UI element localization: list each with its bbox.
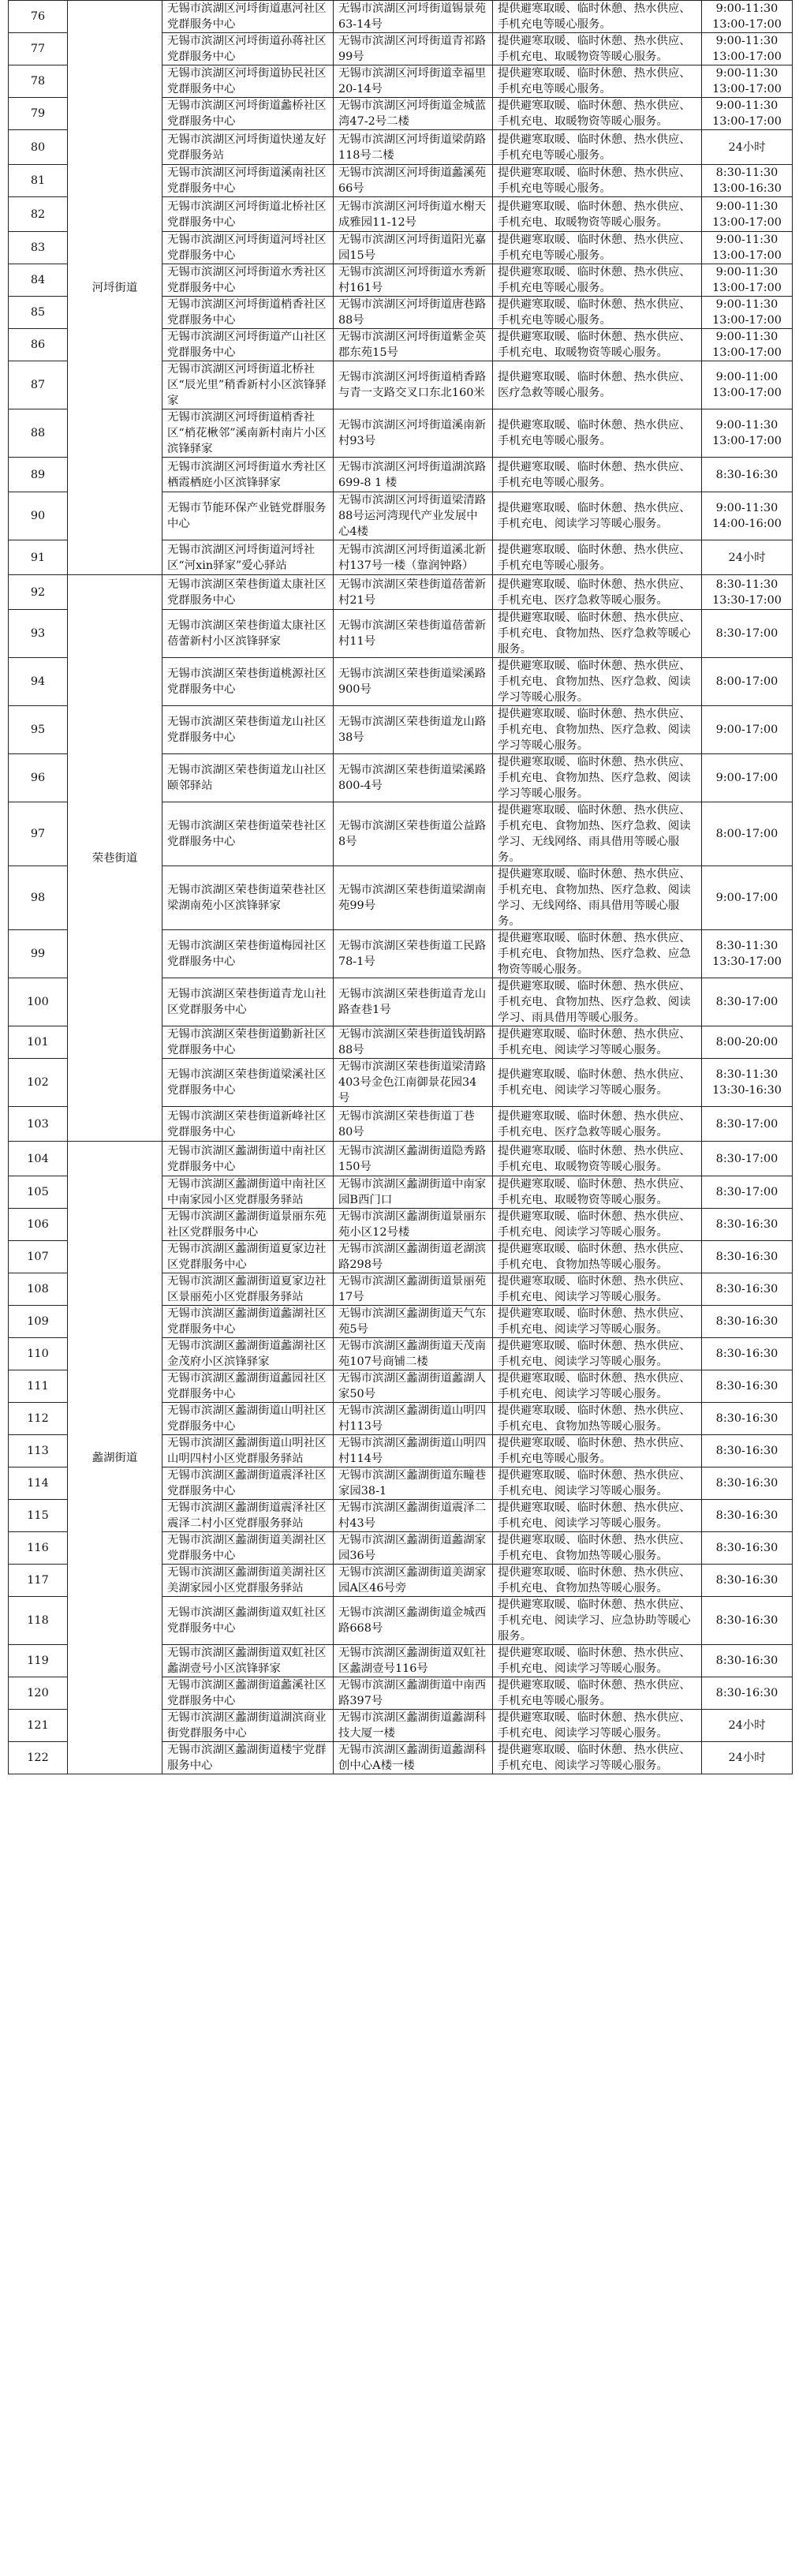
opening-hours: 9:00-11:30 13:00-17:00	[702, 1, 793, 33]
service-point-name: 无锡市滨湖区蠡湖街道双虹社区党群服务中心	[162, 1597, 334, 1645]
service-point-name: 无锡市滨湖区荣巷街道青龙山社区党群服务中心	[162, 978, 334, 1026]
opening-hours: 8:30-17:00	[702, 1176, 793, 1209]
opening-hours: 9:00-17:00	[702, 754, 793, 802]
service-point-address: 无锡市滨湖区河埒街道水榭天成雅园11-12号	[334, 197, 493, 232]
service-description: 提供避寒取暖、临时休憩、热水供应、手机充电、食物加热等暖心服务。	[493, 1532, 702, 1565]
row-number: 117	[9, 1565, 68, 1597]
opening-hours: 9:00-11:30 13:00-17:00	[702, 33, 793, 65]
row-number: 78	[9, 65, 68, 98]
service-description: 提供避寒取暖、临时休憩、热水供应、手机充电等暖心服务。	[493, 232, 702, 264]
service-point-address: 无锡市滨湖区荣巷街道龙山路38号	[334, 706, 493, 754]
service-description: 提供避寒取暖、临时休憩、热水供应、手机充电等暖心服务。	[493, 1677, 702, 1710]
row-number: 108	[9, 1273, 68, 1306]
service-point-name: 无锡市滨湖区河埒街道河埒社区“河xin驿家”爱心驿站	[162, 540, 334, 575]
row-number: 77	[9, 33, 68, 65]
row-number: 97	[9, 802, 68, 866]
service-point-address: 无锡市滨湖区荣巷街道梁溪路900号	[334, 658, 493, 706]
service-description: 提供避寒取暖、临时休憩、热水供应、手机充电、食物加热等暖心服务。	[493, 1403, 702, 1435]
service-point-address: 无锡市滨湖区河埒街道蠡溪苑66号	[334, 165, 493, 197]
service-description: 提供避寒取暖、临时休憩、热水供应、手机充电、食物加热、医疗急救、应急物资等暖心服务。	[493, 930, 702, 978]
street-name: 蠡湖街道	[68, 1142, 162, 1774]
service-description: 提供避寒取暖、临时休憩、热水供应、手机充电、食物加热、医疗急救、阅读学习等暖心服务。	[493, 658, 702, 706]
service-point-name: 无锡市滨湖区蠡湖街道蠡溪社区党群服务中心	[162, 1677, 334, 1710]
opening-hours: 9:00-11:30 13:00-17:00	[702, 65, 793, 98]
row-number: 95	[9, 706, 68, 754]
service-point-name: 无锡市滨湖区荣巷街道梁溪社区党群服务中心	[162, 1059, 334, 1107]
table-row	[9, 1142, 793, 1176]
service-description: 提供避寒取暖、临时休憩、热水供应、手机充电等暖心服务。	[493, 297, 702, 329]
service-point-name: 无锡市滨湖区蠡湖街道夏家边社区党群服务中心	[162, 1241, 334, 1273]
row-number: 116	[9, 1532, 68, 1565]
opening-hours: 24小时	[702, 540, 793, 575]
row-number: 112	[9, 1403, 68, 1435]
opening-hours: 9:00-11:30 13:00-17:00	[702, 232, 793, 264]
row-number: 87	[9, 361, 68, 409]
row-number: 84	[9, 264, 68, 297]
row-number: 86	[9, 329, 68, 361]
row-number: 111	[9, 1370, 68, 1403]
row-number: 82	[9, 197, 68, 232]
row-number: 90	[9, 492, 68, 540]
service-description: 提供避寒取暖、临时休憩、热水供应、手机充电、取暖物资等暖心服务。	[493, 98, 702, 130]
service-point-address: 无锡市滨湖区蠡湖街道东疃巷家园38-1	[334, 1467, 493, 1500]
opening-hours: 8:30-16:30	[702, 1467, 793, 1500]
service-description: 提供避寒取暖、临时休憩、热水供应、手机充电、食物加热、医疗急救等暖心服务。	[493, 610, 702, 658]
row-number: 91	[9, 540, 68, 575]
service-description: 提供避寒取暖、临时休憩、热水供应、手机充电、食物加热等暖心服务。	[493, 1241, 702, 1273]
service-point-address: 无锡市滨湖区蠡湖街道天茂南苑107号商铺二楼	[334, 1338, 493, 1370]
opening-hours: 8:30-17:00	[702, 1107, 793, 1142]
opening-hours: 8:30-16:30	[702, 1677, 793, 1710]
row-number: 76	[9, 1, 68, 33]
service-point-name: 无锡市滨湖区荣巷街道荣巷社区党群服务中心	[162, 802, 334, 866]
service-point-address: 无锡市滨湖区荣巷街道梁湖南苑99号	[334, 866, 493, 930]
opening-hours: 24小时	[702, 1710, 793, 1742]
service-point-address: 无锡市滨湖区河埒街道幸福里20-14号	[334, 65, 493, 98]
service-point-address: 无锡市滨湖区河埒街道紫金英郡东苑15号	[334, 329, 493, 361]
opening-hours: 8:30-16:30	[702, 1403, 793, 1435]
row-number: 98	[9, 866, 68, 930]
opening-hours: 8:30-16:30	[702, 1645, 793, 1677]
opening-hours: 8:30-16:30	[702, 1565, 793, 1597]
opening-hours: 8:00-17:00	[702, 658, 793, 706]
row-number: 83	[9, 232, 68, 264]
opening-hours: 8:30-11:30 13:00-16:30	[702, 165, 793, 197]
opening-hours: 8:30-16:30	[702, 1597, 793, 1645]
service-point-address: 无锡市滨湖区蠡湖街道老湖滨路298号	[334, 1241, 493, 1273]
service-point-address: 无锡市滨湖区蠡湖街道山明四村113号	[334, 1403, 493, 1435]
service-point-name: 无锡市滨湖区荣巷街道荣巷社区梁湖南苑小区滨锋驿家	[162, 866, 334, 930]
service-point-address: 无锡市滨湖区河埒街道锡景苑63-14号	[334, 1, 493, 33]
service-description: 提供避寒取暖、临时休憩、热水供应、手机充电、阅读学习等暖心服务。	[493, 1370, 702, 1403]
opening-hours: 24小时	[702, 1742, 793, 1774]
service-point-name: 无锡市滨湖区蠡湖街道中南社区党群服务中心	[162, 1142, 334, 1176]
service-description: 提供避寒取暖、临时休憩、热水供应、手机充电等暖心服务。	[493, 165, 702, 197]
service-point-address: 无锡市滨湖区河埒街道溪北新村137号一楼（靠润钟路）	[334, 540, 493, 575]
service-point-address: 无锡市滨湖区河埒街道梁荫路118号二楼	[334, 130, 493, 165]
service-point-name: 无锡市滨湖区荣巷街道龙山社区颐邻驿站	[162, 754, 334, 802]
service-description: 提供避寒取暖、临时休憩、热水供应、手机充电、阅读学习等暖心服务。	[493, 1645, 702, 1677]
service-description: 提供避寒取暖、临时休憩、热水供应、手机充电、阅读学习等暖心服务。	[493, 1467, 702, 1500]
service-description: 提供避寒取暖、临时休憩、热水供应、手机充电、食物加热、医疗急救、阅读学习、雨具借用等暖心服务。	[493, 978, 702, 1026]
row-number: 85	[9, 297, 68, 329]
row-number: 118	[9, 1597, 68, 1645]
opening-hours: 9:00-11:30 13:00-17:00	[702, 98, 793, 130]
opening-hours: 8:00-17:00	[702, 802, 793, 866]
service-point-name: 无锡市滨湖区河埒街道梢香社区党群服务中心	[162, 297, 334, 329]
row-number: 114	[9, 1467, 68, 1500]
service-point-address: 无锡市滨湖区蠡湖街道天气东苑5号	[334, 1306, 493, 1338]
service-point-address: 无锡市滨湖区荣巷街道蓓蕾新村11号	[334, 610, 493, 658]
opening-hours: 8:00-20:00	[702, 1026, 793, 1059]
service-description: 提供避寒取暖、临时休憩、热水供应、手机充电等暖心服务。	[493, 1, 702, 33]
service-point-address: 无锡市滨湖区荣巷街道丁巷80号	[334, 1107, 493, 1142]
opening-hours: 8:30-16:30	[702, 458, 793, 492]
row-number: 88	[9, 409, 68, 458]
service-point-address: 无锡市滨湖区蠡湖街道隐秀路150号	[334, 1142, 493, 1176]
service-point-name: 无锡市滨湖区蠡湖街道蠡湖社区党群服务中心	[162, 1306, 334, 1338]
opening-hours: 8:30-16:30	[702, 1532, 793, 1565]
service-description: 提供避寒取暖、临时休憩、热水供应、手机充电、取暖物资等暖心服务。	[493, 1176, 702, 1209]
service-description: 提供避寒取暖、临时休憩、热水供应、手机充电等暖心服务。	[493, 1435, 702, 1467]
service-point-name: 无锡市滨湖区荣巷街道太康社区蓓蕾新村小区滨锋驿家	[162, 610, 334, 658]
service-point-name: 无锡市滨湖区蠡湖街道蠡园社区党群服务中心	[162, 1370, 334, 1403]
opening-hours: 8:30-16:30	[702, 1500, 793, 1532]
row-number: 106	[9, 1209, 68, 1241]
opening-hours: 8:30-16:30	[702, 1273, 793, 1306]
service-description: 提供避寒取暖、临时休憩、热水供应、手机充电等暖心服务。	[493, 130, 702, 165]
service-point-name: 无锡市滨湖区蠡湖街道中南社区中南家园小区党群服务驿站	[162, 1176, 334, 1209]
service-point-address: 无锡市滨湖区河埒街道溪南新村93号	[334, 409, 493, 458]
service-point-address: 无锡市滨湖区河埒街道梁清路88号运河湾现代产业发展中心4楼	[334, 492, 493, 540]
service-point-address: 无锡市滨湖区河埒街道金城蓝湾47-2号二楼	[334, 98, 493, 130]
opening-hours: 9:00-11:30 14:00-16:00	[702, 492, 793, 540]
service-point-address: 无锡市滨湖区荣巷街道梁清路403号金色江南御景花园34号	[334, 1059, 493, 1107]
service-point-address: 无锡市滨湖区蠡湖街道蠡湖科创中心A楼一楼	[334, 1742, 493, 1774]
row-number: 115	[9, 1500, 68, 1532]
service-description: 提供避寒取暖、临时休憩、热水供应、手机充电等暖心服务。	[493, 540, 702, 575]
row-number: 99	[9, 930, 68, 978]
service-point-name: 无锡市滨湖区蠡湖街道震泽社区党群服务中心	[162, 1467, 334, 1500]
row-number: 81	[9, 165, 68, 197]
service-point-name: 无锡市滨湖区河埒街道协民社区党群服务中心	[162, 65, 334, 98]
service-description: 提供避寒取暖、临时休憩、热水供应、手机充电、阅读学习等暖心服务。	[493, 1026, 702, 1059]
service-point-name: 无锡市节能环保产业链党群服务中心	[162, 492, 334, 540]
row-number: 104	[9, 1142, 68, 1176]
row-number: 79	[9, 98, 68, 130]
service-point-name: 无锡市滨湖区蠡湖街道景丽东苑社区党群服务中心	[162, 1209, 334, 1241]
service-description: 提供避寒取暖、临时休憩、热水供应、手机充电、食物加热等暖心服务。	[493, 1565, 702, 1597]
service-point-name: 无锡市滨湖区蠡湖街道美湖社区党群服务中心	[162, 1532, 334, 1565]
service-point-address: 无锡市滨湖区荣巷街道蓓蕾新村21号	[334, 575, 493, 610]
row-number: 96	[9, 754, 68, 802]
opening-hours: 8:30-11:30 13:30-17:00	[702, 575, 793, 610]
service-point-name: 无锡市滨湖区河埒街道蠡桥社区党群服务中心	[162, 98, 334, 130]
service-description: 提供避寒取暖、临时休憩、热水供应、手机充电、食物加热、医疗急救、阅读学习、无线网络、雨具借用等暖心服务。	[493, 866, 702, 930]
service-point-name: 无锡市滨湖区河埒街道孙蒋社区党群服务中心	[162, 33, 334, 65]
service-point-address: 无锡市滨湖区蠡湖街道景丽东苑小区12号楼	[334, 1209, 493, 1241]
service-point-address: 无锡市滨湖区蠡湖街道金城西路668号	[334, 1597, 493, 1645]
service-point-name: 无锡市滨湖区蠡湖街道楼宇党群服务中心	[162, 1742, 334, 1774]
service-point-name: 无锡市滨湖区荣巷街道龙山社区党群服务中心	[162, 706, 334, 754]
row-number: 110	[9, 1338, 68, 1370]
service-point-name: 无锡市滨湖区荣巷街道勤新社区党群服务中心	[162, 1026, 334, 1059]
service-point-name: 无锡市滨湖区蠡湖街道夏家边社区景丽苑小区党群服务驿站	[162, 1273, 334, 1306]
table-row	[9, 575, 793, 610]
service-description: 提供避寒取暖、临时休憩、热水供应、手机充电、食物加热、医疗急救、阅读学习、无线网络、雨具借用等暖心服务。	[493, 802, 702, 866]
service-point-address: 无锡市滨湖区荣巷街道青龙山路查巷1号	[334, 978, 493, 1026]
service-description: 提供避寒取暖、临时休憩、热水供应、手机充电、阅读学习等暖心服务。	[493, 1710, 702, 1742]
row-number: 121	[9, 1710, 68, 1742]
service-description: 提供避寒取暖、临时休憩、热水供应、手机充电、取暖物资等暖心服务。	[493, 1142, 702, 1176]
service-point-name: 无锡市滨湖区蠡湖街道美湖社区美湖家园小区党群服务驿站	[162, 1565, 334, 1597]
service-point-name: 无锡市滨湖区河埒街道溪南社区党群服务中心	[162, 165, 334, 197]
opening-hours: 8:30-16:30	[702, 1209, 793, 1241]
service-point-address: 无锡市滨湖区河埒街道阳光嘉园15号	[334, 232, 493, 264]
row-number: 92	[9, 575, 68, 610]
service-point-name: 无锡市滨湖区河埒街道产山社区党群服务中心	[162, 329, 334, 361]
service-point-address: 无锡市滨湖区蠡湖街道震泽二村43号	[334, 1500, 493, 1532]
row-number: 122	[9, 1742, 68, 1774]
street-name: 河埒街道	[68, 1, 162, 575]
service-description: 提供避寒取暖、临时休憩、热水供应、手机充电、阅读学习等暖心服务。	[493, 492, 702, 540]
service-point-name: 无锡市滨湖区荣巷街道梅园社区党群服务中心	[162, 930, 334, 978]
service-point-name: 无锡市滨湖区河埒街道快递友好党群服务站	[162, 130, 334, 165]
service-description: 提供避寒取暖、临时休憩、热水供应、手机充电、医疗急救等暖心服务。	[493, 575, 702, 610]
opening-hours: 9:00-17:00	[702, 866, 793, 930]
service-description: 提供避寒取暖、临时休憩、热水供应、手机充电、阅读学习等暖心服务。	[493, 1500, 702, 1532]
opening-hours: 8:30-16:30	[702, 1435, 793, 1467]
service-point-name: 无锡市滨湖区蠡湖街道山明社区党群服务中心	[162, 1403, 334, 1435]
service-point-name: 无锡市滨湖区河埒街道水秀社区栖霞栖庭小区滨锋驿家	[162, 458, 334, 492]
service-description: 提供避寒取暖、临时休憩、热水供应、手机充电等暖心服务。	[493, 458, 702, 492]
service-point-address: 无锡市滨湖区蠡湖街道双虹社区蠡湖壹号116号	[334, 1645, 493, 1677]
row-number: 103	[9, 1107, 68, 1142]
service-point-address: 无锡市滨湖区河埒街道唐巷路88号	[334, 297, 493, 329]
service-point-address: 无锡市滨湖区蠡湖街道景丽苑17号	[334, 1273, 493, 1306]
service-point-address: 无锡市滨湖区荣巷街道公益路8号	[334, 802, 493, 866]
service-description: 提供避寒取暖、临时休憩、热水供应、手机充电等暖心服务。	[493, 65, 702, 98]
service-description: 提供避寒取暖、临时休憩、热水供应、手机充电、阅读学习等暖心服务。	[493, 1273, 702, 1306]
opening-hours: 8:30-11:30 13:30-16:30	[702, 1059, 793, 1107]
service-point-name: 无锡市滨湖区蠡湖街道蠡湖社区金茂府小区滨锋驿家	[162, 1338, 334, 1370]
service-description: 提供避寒取暖、临时休憩、热水供应、手机充电、医疗急救等暖心服务。	[493, 1107, 702, 1142]
opening-hours: 9:00-11:30 13:00-17:00	[702, 264, 793, 297]
opening-hours: 9:00-11:00 13:00-17:00	[702, 361, 793, 409]
row-number: 119	[9, 1645, 68, 1677]
service-point-name: 无锡市滨湖区河埒街道北桥社区党群服务中心	[162, 197, 334, 232]
row-number: 100	[9, 978, 68, 1026]
row-number: 113	[9, 1435, 68, 1467]
service-point-address: 无锡市滨湖区荣巷街道梁溪路800-4号	[334, 754, 493, 802]
row-number: 80	[9, 130, 68, 165]
service-point-address: 无锡市滨湖区蠡湖街道山明四村114号	[334, 1435, 493, 1467]
service-point-address: 无锡市滨湖区蠡湖街道美湖家园A区46号旁	[334, 1565, 493, 1597]
row-number: 109	[9, 1306, 68, 1338]
service-table	[8, 0, 793, 1774]
opening-hours: 9:00-11:30 13:00-17:00	[702, 329, 793, 361]
opening-hours: 9:00-11:30 13:00-17:00	[702, 197, 793, 232]
service-point-address: 无锡市滨湖区蠡湖街道蠡湖家园36号	[334, 1532, 493, 1565]
service-description: 提供避寒取暖、临时休憩、热水供应、手机充电、阅读学习、应急协助等暖心服务。	[493, 1597, 702, 1645]
opening-hours: 24小时	[702, 130, 793, 165]
service-description: 提供避寒取暖、临时休憩、热水供应、手机充电、食物加热、医疗急救、阅读学习等暖心服务。	[493, 706, 702, 754]
service-point-name: 无锡市滨湖区蠡湖街道震泽社区震泽二村小区党群服务驿站	[162, 1500, 334, 1532]
opening-hours: 8:30-11:30 13:30-17:00	[702, 930, 793, 978]
service-point-address: 无锡市滨湖区蠡湖街道中南家园B西门口	[334, 1176, 493, 1209]
service-description: 提供避寒取暖、临时休憩、热水供应、手机充电、阅读学习等暖心服务。	[493, 1742, 702, 1774]
service-point-name: 无锡市滨湖区河埒街道梢香社区“梢花楸邻”溪南新村南片小区滨锋驿家	[162, 409, 334, 458]
service-point-table	[8, 0, 792, 1774]
table-row	[9, 1, 793, 33]
service-point-address: 无锡市滨湖区河埒街道水秀新村161号	[334, 264, 493, 297]
opening-hours: 8:30-17:00	[702, 1142, 793, 1176]
service-point-name: 无锡市滨湖区河埒街道北桥社区“辰光里”稍香新村小区滨锋驿家	[162, 361, 334, 409]
service-point-address: 无锡市滨湖区河埒街道青祁路99号	[334, 33, 493, 65]
row-number: 102	[9, 1059, 68, 1107]
service-point-name: 无锡市滨湖区荣巷街道桃源社区党群服务中心	[162, 658, 334, 706]
service-point-name: 无锡市滨湖区蠡湖街道双虹社区蠡湖壹号小区滨锋驿家	[162, 1645, 334, 1677]
service-point-name: 无锡市滨湖区蠡湖街道山明社区山明四村小区党群服务驿站	[162, 1435, 334, 1467]
opening-hours: 9:00-17:00	[702, 706, 793, 754]
service-point-address: 无锡市滨湖区河埒街道梢香路与青一支路交叉口东北160米	[334, 361, 493, 409]
service-point-address: 无锡市滨湖区蠡湖街道中南西路397号	[334, 1677, 493, 1710]
row-number: 94	[9, 658, 68, 706]
opening-hours: 8:30-16:30	[702, 1241, 793, 1273]
service-point-address: 无锡市滨湖区荣巷街道工民路78-1号	[334, 930, 493, 978]
row-number: 93	[9, 610, 68, 658]
service-description: 提供避寒取暖、临时休憩、热水供应、手机充电、阅读学习等暖心服务。	[493, 1209, 702, 1241]
street-name: 荣巷街道	[68, 575, 162, 1142]
service-point-address: 无锡市滨湖区河埒街道湖滨路 699-8 1 楼	[334, 458, 493, 492]
service-point-address: 无锡市滨湖区蠡湖街道蠡湖人家50号	[334, 1370, 493, 1403]
service-point-address: 无锡市滨湖区荣巷街道钱胡路88号	[334, 1026, 493, 1059]
service-description: 提供避寒取暖、临时休憩、热水供应、手机充电等暖心服务。	[493, 264, 702, 297]
service-point-name: 无锡市滨湖区荣巷街道新峰社区党群服务中心	[162, 1107, 334, 1142]
service-point-name: 无锡市滨湖区河埒街道水秀社区党群服务中心	[162, 264, 334, 297]
service-point-name: 无锡市滨湖区荣巷街道太康社区党群服务中心	[162, 575, 334, 610]
service-description: 提供避寒取暖、临时休憩、热水供应、手机充电、阅读学习等暖心服务。	[493, 1306, 702, 1338]
opening-hours: 9:00-11:30 13:00-17:00	[702, 297, 793, 329]
opening-hours: 8:30-16:30	[702, 1306, 793, 1338]
service-point-address: 无锡市滨湖区蠡湖街道蠡湖科技大厦一楼	[334, 1710, 493, 1742]
service-point-name: 无锡市滨湖区河埒街道惠河社区党群服务中心	[162, 1, 334, 33]
row-number: 120	[9, 1677, 68, 1710]
opening-hours: 8:30-17:00	[702, 978, 793, 1026]
service-description: 提供避寒取暖、临时休憩、热水供应、手机充电、阅读学习等暖心服务。	[493, 1338, 702, 1370]
service-description: 提供避寒取暖、临时休憩、热水供应、手机充电、取暖物资等暖心服务。	[493, 33, 702, 65]
row-number: 89	[9, 458, 68, 492]
row-number: 105	[9, 1176, 68, 1209]
service-description: 提供避寒取暖、临时休憩、热水供应、手机充电、取暖物资等暖心服务。	[493, 197, 702, 232]
service-point-name: 无锡市滨湖区蠡湖街道湖滨商业街党群服务中心	[162, 1710, 334, 1742]
service-description: 提供避寒取暖、临时休憩、热水供应、手机充电、阅读学习等暖心服务。	[493, 1059, 702, 1107]
opening-hours: 9:00-11:30 13:00-17:00	[702, 409, 793, 458]
service-description: 提供避寒取暖、临时休憩、热水供应、手机充电、取暖物资等暖心服务。	[493, 329, 702, 361]
row-number: 107	[9, 1241, 68, 1273]
row-number: 101	[9, 1026, 68, 1059]
service-description: 提供避寒取暖、临时休憩、热水供应、医疗急救等暖心服务。	[493, 361, 702, 409]
service-description: 提供避寒取暖、临时休憩、热水供应、手机充电等暖心服务。	[493, 409, 702, 458]
opening-hours: 8:30-17:00	[702, 610, 793, 658]
service-point-name: 无锡市滨湖区河埒街道河埒社区党群服务中心	[162, 232, 334, 264]
opening-hours: 8:30-16:30	[702, 1370, 793, 1403]
opening-hours: 8:30-16:30	[702, 1338, 793, 1370]
service-description: 提供避寒取暖、临时休憩、热水供应、手机充电、食物加热、医疗急救、阅读学习等暖心服务。	[493, 754, 702, 802]
